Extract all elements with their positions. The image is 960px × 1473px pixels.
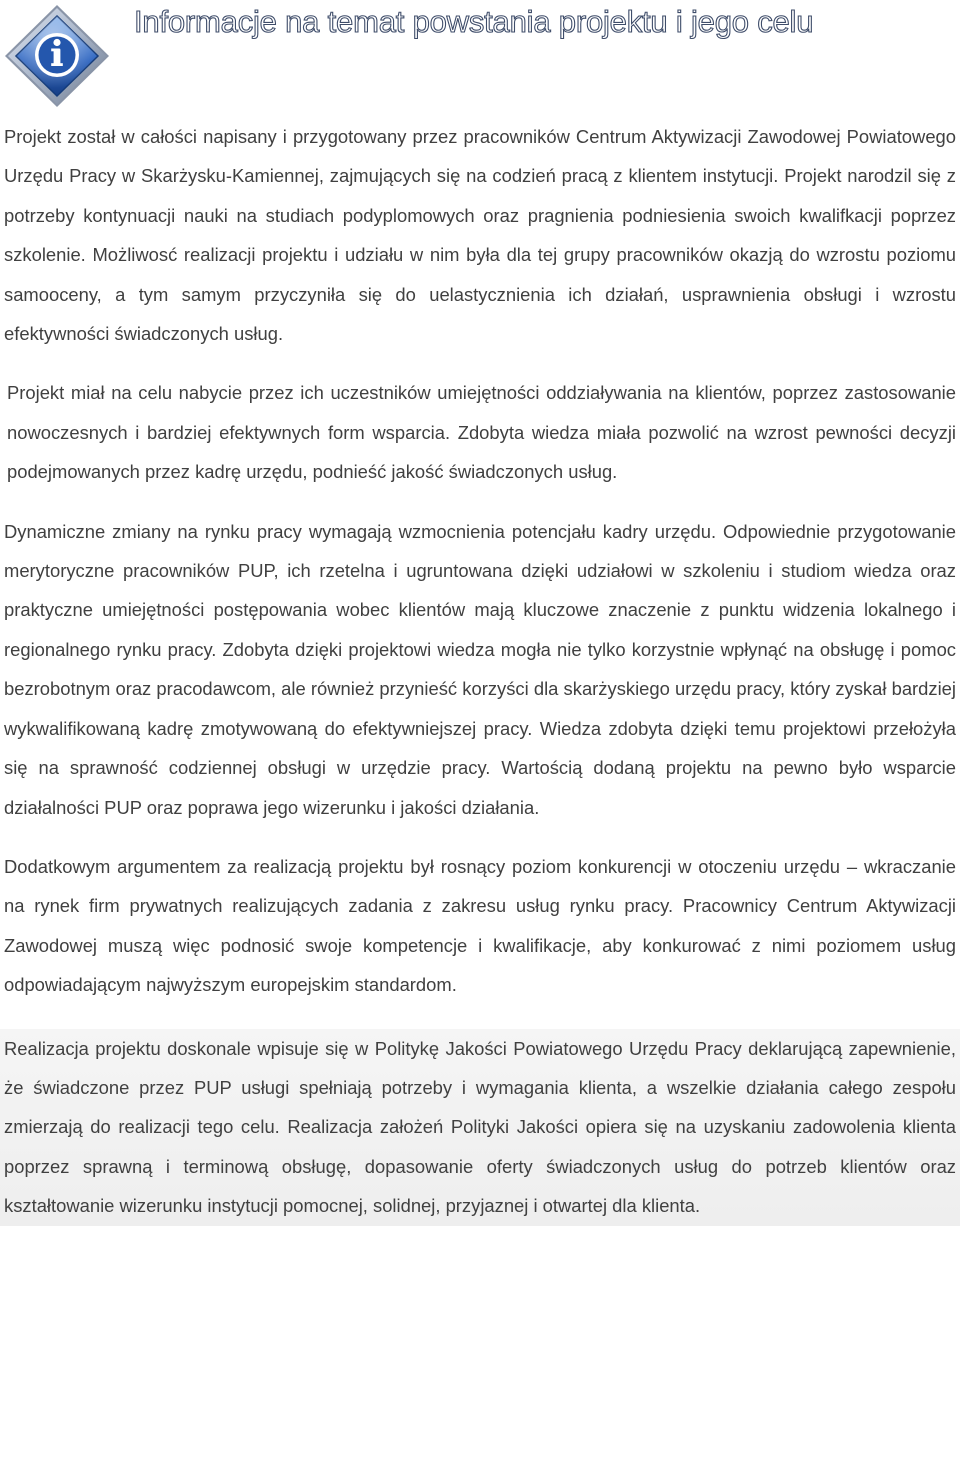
- page-header: [0, 0, 960, 110]
- paragraph-competition: Dodatkowym argumentem za realizacją projektu był rosnący poziom konkurencji w otoczeniu urzędu – wkraczanie na rynek firm prywatnych realizujących zadania z zakresu usług rynku pracy. Pracownicy Centrum Aktywizacji Zawodowej muszą więc podnosić swoje kompetencje i kwalifikacje, aby konkurować z nimi poziomem usług odpowiadającym najwyższym europejskim standardom.: [4, 855, 956, 996]
- page-title: Informacje na temat powstania projektu i jego celu: [134, 4, 814, 39]
- paragraph-quality-policy: Realizacja projektu doskonale wpisuje się w Politykę Jakości Powiatowego Urzędu Pracy deklarującą zapewnienie, że świadczone przez PUP usługi spełniają potrzeby i wymagania klienta, a wszelkie działania całego zespołu zmierzają do realizacji tego celu. Realizacja założeń Polityki Jakości opiera się na uzyskaniu zadowolenia klienta poprzez sprawną i terminową obsługę, dopasowanie oferty świadczonych usług do potrzeb klientów oraz kształtowanie wizerunku instytucji pomocnej, solidnej, przyjaznej i otwartej dla klienta.: [0, 1029, 960, 1226]
- info-icon: [2, 2, 112, 110]
- paragraph-market-changes: Dynamiczne zmiany na rynku pracy wymagają wzmocnienia potencjału kadry urzędu. Odpowiednie przygotowanie merytoryczne pracowników PUP, ich rzetelna i ugruntowana dzięki udziałowi w szkoleniu i studiom wiedza oraz praktyczne umiejętności postępowania wobec klientów mają kluczowe znaczenie z punktu widzenia lokalnego i regionalnego rynku pracy. Zdobyta dzięki projektowi wiedza mogła nie tylko korzystnie wpłynąć na obsługę i pomoc bezrobotnym oraz pracodawcom, ale również przynieść korzyści dla skarżyskiego urzędu pracy, który zyskał bardziej wykwalifikowaną kadrę zmotywowaną do efektywniejszej pracy. Wiedza zdobyta dzięki temu projektowi przełożyła się na sprawność codziennej obsługi w urzędzie pracy. Wartością dodaną projektu na pewno było wsparcie działalności PUP oraz poprawa jego wizerunku i jakości działania.: [4, 520, 956, 818]
- paragraph-project-origin: Projekt został w całości napisany i przygotowany przez pracowników Centrum Aktywizacji Zawodowej Powiatowego Urzędu Pracy w Skarżysku-Kamiennej, zajmujących się na codzień pracą z klientem instytucji. Projekt narodzil się z potrzeby kontynuacji nauki na studiach podyplomowych oraz pragnienia podniesienia swoich kwalifkacji poprzez szkolenie. Możliwosć realizacji projektu i udziału w nim była dla tej grupy pracowników okazją do wzrostu poziomu samooceny, a tym samym przyczyniła się do uelastycznienia ich działań, usprawnienia obsługi i wzrostu efektywności świadczonych usług.: [4, 126, 956, 345]
- paragraph-project-goal: Projekt miał na celu nabycie przez ich uczestników umiejętności oddziaływania na klientów, poprzez zastosowanie nowoczesnych i bardziej efektywnych form wsparcia. Zdobyta wiedza miała pozwolić na wzrost pewności decyzji podejmowanych przez kadrę urzędu, podnieść jakość świadczonych usług.: [7, 382, 956, 483]
- article-body: [4, 117, 956, 1226]
